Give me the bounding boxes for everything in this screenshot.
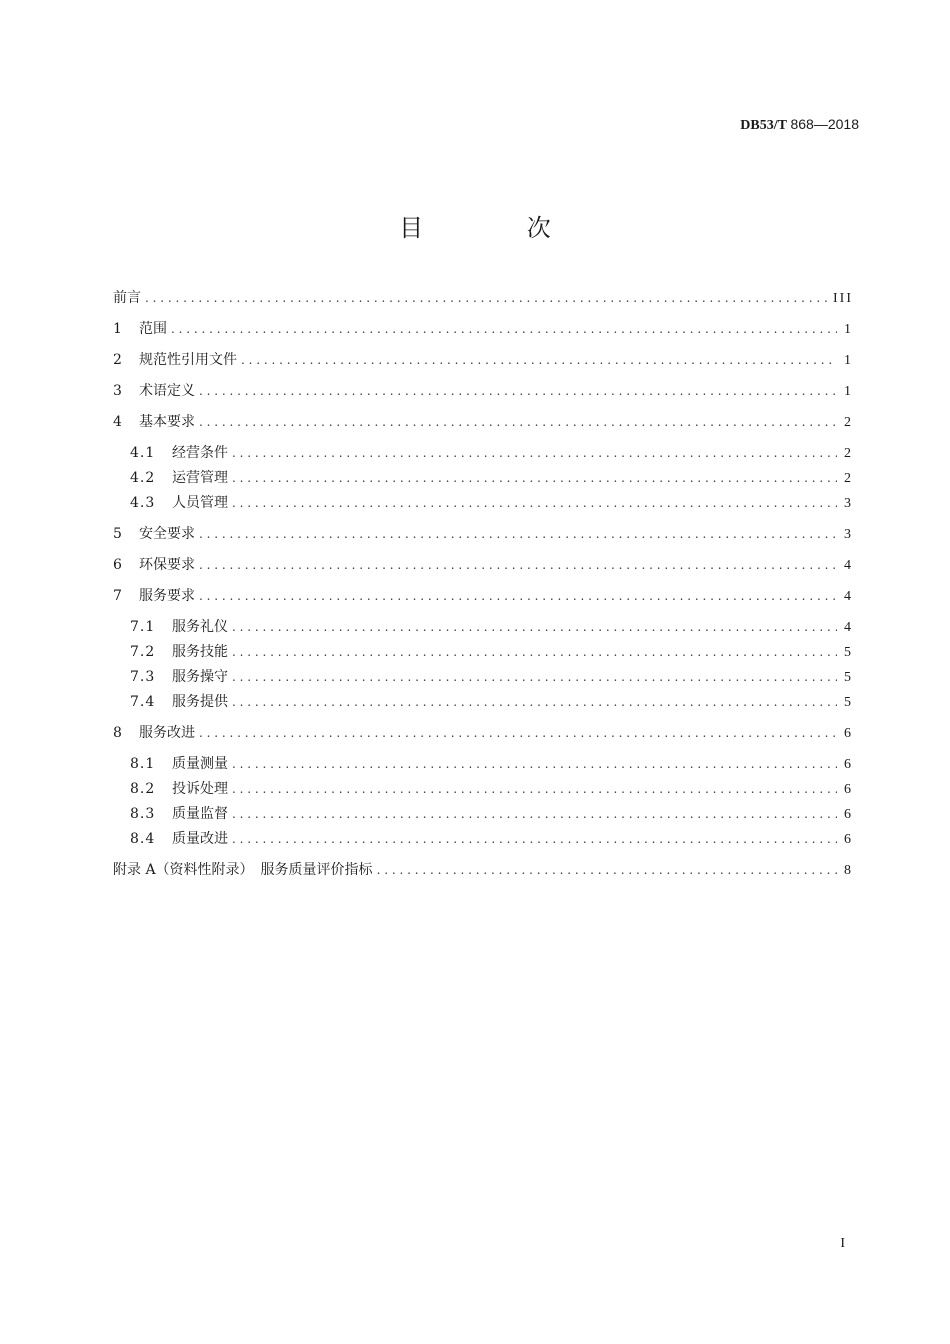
toc-entry-label: 经营条件: [172, 445, 228, 461]
toc-entry[interactable]: [113, 350, 851, 370]
toc-entry-page: 3: [844, 527, 853, 542]
page-number: I: [840, 1236, 845, 1251]
toc-entry-number: 4.1: [130, 445, 156, 461]
toc-entry-page: 3: [844, 496, 853, 511]
toc-dot-leader: [171, 319, 837, 339]
toc-entry-number: 3: [113, 383, 123, 399]
toc-entry-number: 8.3: [130, 806, 156, 822]
toc-entry-number: 7.3: [130, 669, 156, 685]
toc-entry-page: III: [833, 291, 853, 306]
toc-dot-leader: [232, 829, 837, 849]
toc-entry-label: 服务技能: [172, 644, 228, 660]
toc-entry-number: 7.4: [130, 694, 156, 710]
toc-entry-number: 4: [113, 414, 123, 430]
toc-entry-page: 5: [844, 670, 853, 685]
toc-dot-leader: [232, 667, 837, 687]
toc-entry[interactable]: [113, 524, 851, 544]
standard-code-prefix: DB53/T: [740, 118, 787, 133]
toc-entry-label: 服务操守: [172, 669, 228, 685]
toc-entry-page: 1: [844, 384, 853, 399]
toc-entry-label: 质量测量: [172, 756, 228, 772]
toc-entry-label: 范围: [139, 321, 167, 337]
toc-entry-label: 前言: [113, 290, 141, 306]
toc-entry-page: 6: [844, 757, 853, 772]
toc-entry-label: 规范性引用文件: [139, 352, 237, 368]
toc-entry-page: 2: [844, 471, 853, 486]
toc-entry-label: 附录 A（资料性附录） 服务质量评价指标: [113, 862, 373, 878]
toc-dot-leader: [232, 468, 837, 488]
toc-entry[interactable]: [113, 555, 851, 575]
toc-entry-label: 投诉处理: [172, 781, 228, 797]
toc-dot-leader: [232, 804, 837, 824]
toc-entry[interactable]: [113, 288, 851, 308]
toc-entry[interactable]: [130, 667, 851, 687]
toc-entry-label: 安全要求: [139, 526, 195, 542]
toc-entry-number: 7.1: [130, 619, 156, 635]
toc-entry-label: 服务礼仪: [172, 619, 228, 635]
toc-entry-page: 4: [844, 620, 853, 635]
toc-entry-label: 基本要求: [139, 414, 195, 430]
toc-entry-label: 运营管理: [172, 470, 228, 486]
toc-dot-leader: [232, 443, 837, 463]
toc-entry-number: 2: [113, 352, 123, 368]
toc-dot-leader: [232, 493, 837, 513]
toc-dot-leader: [199, 555, 837, 575]
toc-entry-label: 术语定义: [139, 383, 195, 399]
toc-entry-page: 6: [844, 782, 853, 797]
toc-entry-number: 7: [113, 588, 123, 604]
toc-entry-page: 4: [844, 558, 853, 573]
toc-entry-page: 8: [844, 863, 853, 878]
toc-entry-number: 4.2: [130, 470, 156, 486]
toc-entry-page: 5: [844, 695, 853, 710]
toc-entry[interactable]: [113, 723, 851, 743]
toc-entry-page: 4: [844, 589, 853, 604]
toc-dot-leader: [232, 642, 837, 662]
toc-entry-number: 5: [113, 526, 123, 542]
toc-entry-page: 6: [844, 807, 853, 822]
toc-entry-page: 6: [844, 726, 853, 741]
toc-entry-number: 7.2: [130, 644, 156, 660]
toc-entry-number: 8: [113, 725, 123, 741]
toc-entry-number: 8.1: [130, 756, 156, 772]
toc-entry-number: 6: [113, 557, 123, 573]
toc-entry-page: 1: [844, 322, 853, 337]
toc-dot-leader: [232, 754, 837, 774]
toc-dot-leader: [199, 381, 837, 401]
toc-entry[interactable]: [130, 779, 851, 799]
toc-entry-label: 环保要求: [139, 557, 195, 573]
toc-dot-leader: [199, 723, 837, 743]
toc-entry[interactable]: [130, 692, 851, 712]
toc-entry-page: 1: [844, 353, 853, 368]
toc-entry[interactable]: [130, 468, 851, 488]
toc-entry[interactable]: [113, 586, 851, 606]
toc-entry[interactable]: [113, 860, 851, 880]
toc-entry-label: 服务提供: [172, 694, 228, 710]
toc-entry-label: 质量监督: [172, 806, 228, 822]
toc-entry-page: 2: [844, 415, 853, 430]
toc-entry[interactable]: [113, 412, 851, 432]
toc-entry[interactable]: [130, 829, 851, 849]
toc-dot-leader: [232, 779, 837, 799]
toc-entry[interactable]: [130, 804, 851, 824]
toc-dot-leader: [199, 586, 837, 606]
toc-dot-leader: [145, 288, 827, 308]
toc-dot-leader: [232, 617, 837, 637]
toc-entry[interactable]: [113, 381, 851, 401]
toc-entry[interactable]: [113, 319, 851, 339]
toc-entry-label: 服务改进: [139, 725, 195, 741]
toc-entry-page: 5: [844, 645, 853, 660]
toc-entry-label: 质量改进: [172, 831, 228, 847]
toc-dot-leader: [199, 524, 837, 544]
toc-entry-page: 6: [844, 832, 853, 847]
toc-dot-leader: [241, 350, 837, 370]
toc-entry[interactable]: [130, 642, 851, 662]
toc-entry[interactable]: [130, 617, 851, 637]
toc-dot-leader: [377, 860, 837, 880]
standard-code-number: 868—2018: [790, 116, 859, 132]
toc-entry-label: 人员管理: [172, 495, 228, 511]
toc-entry[interactable]: [130, 493, 851, 513]
toc-entry-number: 1: [113, 321, 123, 337]
toc-dot-leader: [232, 692, 837, 712]
toc-entry[interactable]: [130, 754, 851, 774]
toc-entry-label: 服务要求: [139, 588, 195, 604]
toc-entry-number: 8.4: [130, 831, 156, 847]
toc-entry[interactable]: [130, 443, 851, 463]
toc-entry-number: 8.2: [130, 781, 156, 797]
toc-dot-leader: [199, 412, 837, 432]
page-title: 目 次: [399, 214, 599, 242]
toc-entry-number: 4.3: [130, 495, 156, 511]
toc-entry-page: 2: [844, 446, 853, 461]
